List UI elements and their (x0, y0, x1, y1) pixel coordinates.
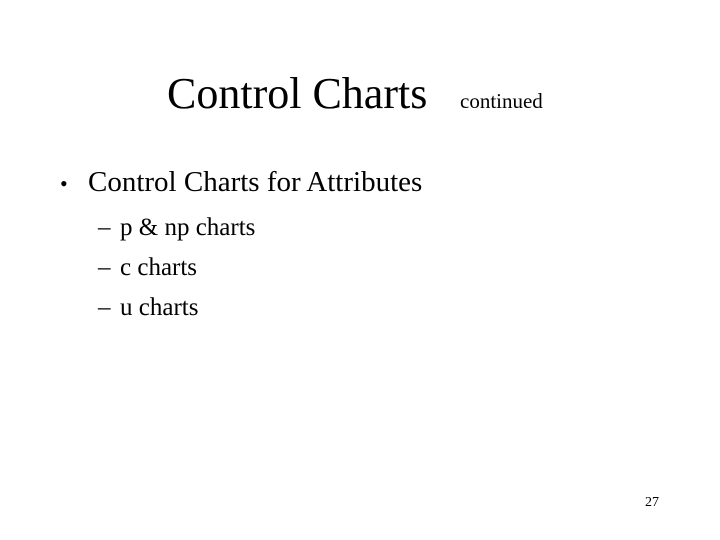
page-number: 27 (645, 495, 659, 510)
sub-bullet-item (98, 248, 680, 288)
slide-title: Control Charts (167, 69, 428, 118)
sub-bullet-text: c charts (120, 254, 198, 281)
dash-marker: – (98, 214, 111, 241)
sub-bullet-item (98, 208, 680, 248)
dash-marker: – (98, 254, 111, 281)
bullet-text: Control Charts for Attributes (88, 166, 423, 198)
sub-bullet-text: u charts (120, 294, 199, 321)
bullet-list (60, 164, 680, 328)
slide-subtitle: continued (460, 89, 543, 113)
sub-bullet-list (60, 208, 680, 328)
sub-bullet-item (98, 288, 680, 328)
dash-marker: – (98, 294, 111, 321)
bullet-marker: • (60, 171, 68, 196)
bullet-item (60, 164, 680, 202)
sub-bullet-text: p & np charts (120, 214, 256, 241)
